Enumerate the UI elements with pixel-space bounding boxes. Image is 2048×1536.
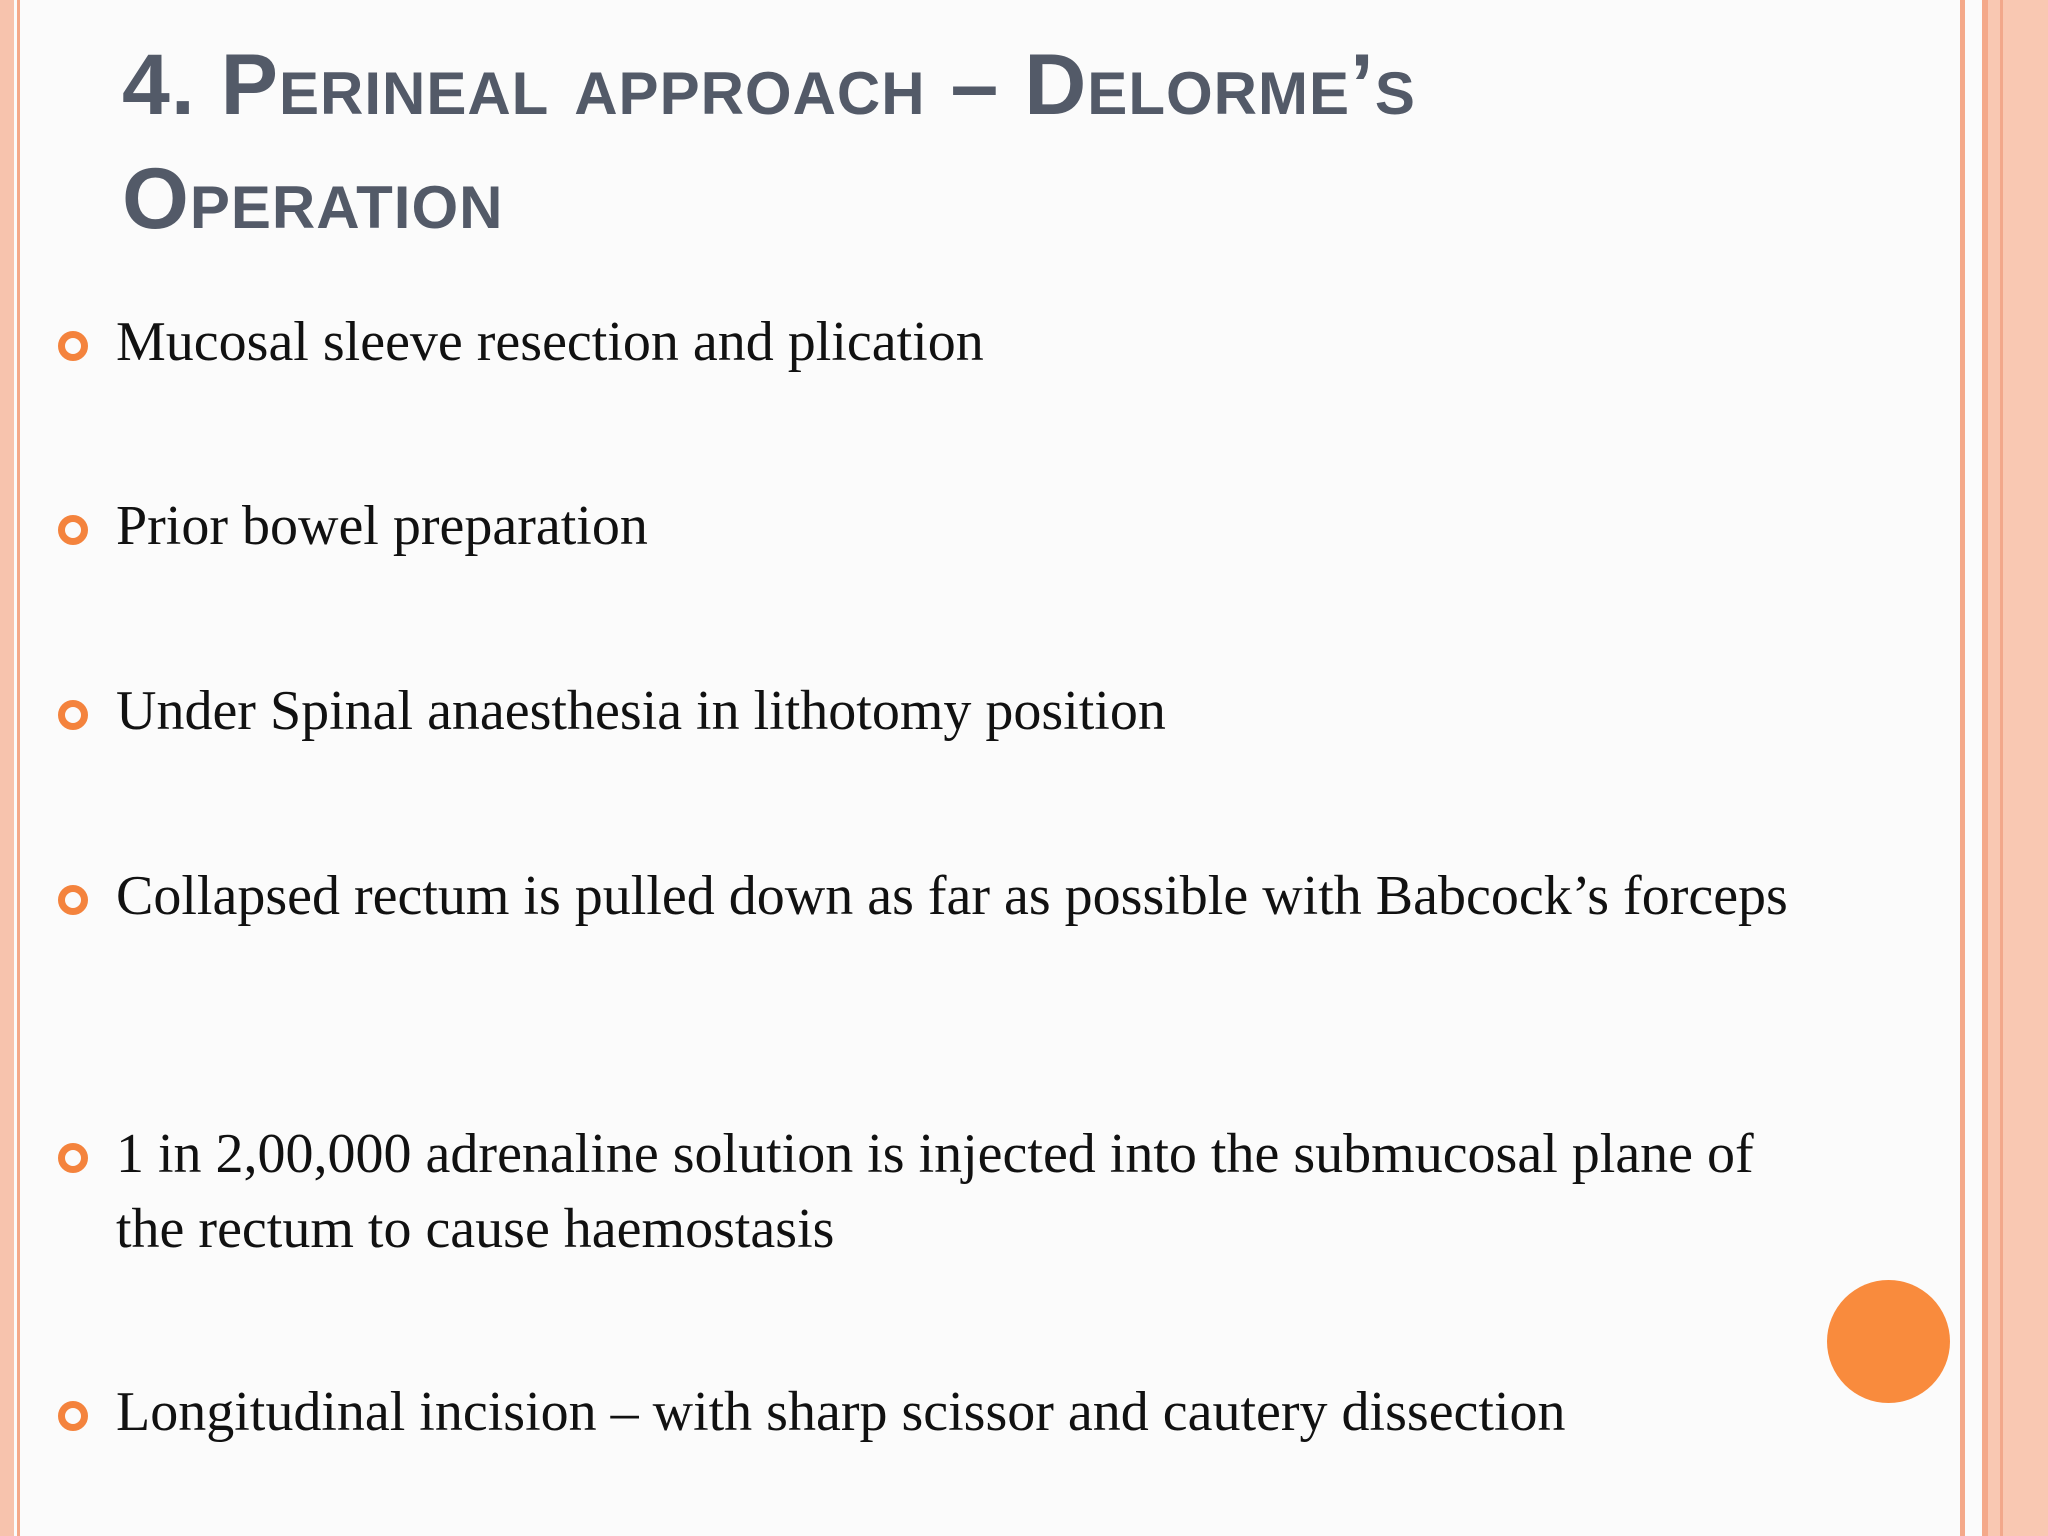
slide-title-line-1: 4. Perineal approach – Delorme’s [122,37,1416,133]
left-decor-line [17,0,20,1536]
slide-title [122,28,1822,256]
slide-title-line-2: Operation [122,151,504,247]
ring-bullet-icon [58,331,88,361]
bullet-text: Prior bowel preparation [116,495,648,557]
right-decor-band [1988,0,2048,1536]
bullet-text: Mucosal sleeve resection and plication [116,311,984,373]
bullet-text: Under Spinal anaesthesia in lithotomy position [116,680,1166,742]
ring-bullet-icon [58,885,88,915]
right-decor-stripe [1960,0,1965,1536]
right-decor-gap [1969,0,1982,1536]
bullet-text: Collapsed rectum is pulled down as far as possible with Babcock’s forceps [116,865,1788,927]
left-decor-border [0,0,14,1536]
bullet-text: Longitudinal incision – with sharp scissor and cautery dissection [116,1381,1566,1443]
bullet-text: 1 in 2,00,000 adrenaline solution is injected into the submucosal plane of the rectum to cause haemostasis [116,1123,1754,1260]
decorative-orange-circle [1827,1280,1950,1403]
ring-bullet-icon [58,1401,88,1431]
right-decor-line [2000,0,2003,1536]
ring-bullet-icon [58,700,88,730]
ring-bullet-icon [58,515,88,545]
ring-bullet-icon [58,1143,88,1173]
